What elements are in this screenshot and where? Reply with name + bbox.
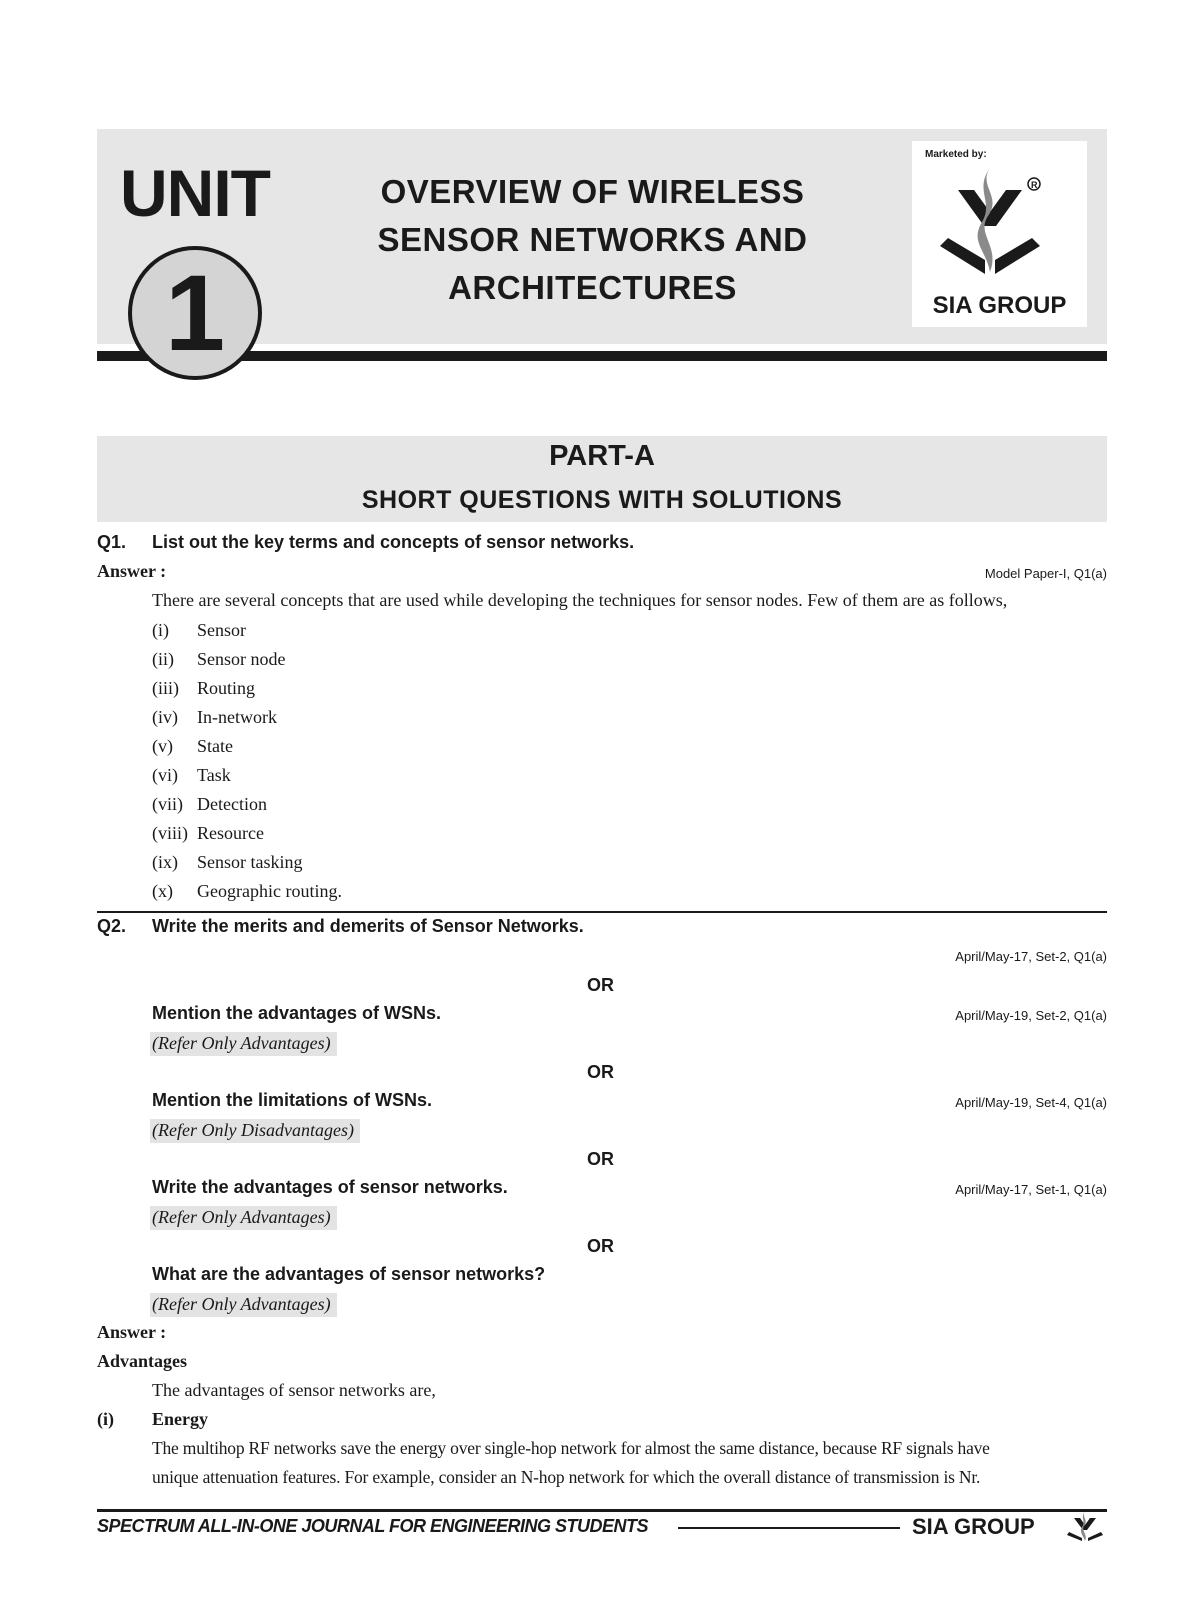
point-body-line: unique attenuation features. For example, consider an N-hop network for which the overall distance of transmission is Nr. <box>152 1467 981 1487</box>
svg-text:R: R <box>1031 180 1038 190</box>
unit-title-line: ARCHITECTURES <box>448 269 737 306</box>
part-subtitle: SHORT QUESTIONS WITH SOLUTIONS <box>361 486 843 514</box>
alt-source-ref: April/May-17, Set-1, Q1(a) <box>955 1182 1107 1197</box>
footer-divider-line <box>678 1527 900 1529</box>
list-item: Sensor tasking <box>197 852 303 872</box>
list-item: Resource <box>197 823 264 843</box>
unit-title-line: OVERVIEW OF WIRELESS <box>380 173 805 210</box>
alt-source-ref: April/May-19, Set-4, Q1(a) <box>955 1095 1107 1110</box>
q1-answer-label: Answer : <box>97 561 167 581</box>
list-item-number: (ii) <box>152 649 174 669</box>
unit-title-line: SENSOR NETWORKS AND <box>377 221 808 258</box>
alt-question: Mention the limitations of WSNs. <box>152 1090 432 1110</box>
q2-source-ref: April/May-17, Set-2, Q1(a) <box>955 949 1107 964</box>
or-separator: OR <box>587 1236 614 1256</box>
section-heading: Advantages <box>97 1351 188 1371</box>
list-item-number: (vii) <box>152 794 183 814</box>
unit-number: 1 <box>164 252 226 373</box>
sia-logo-icon <box>930 160 1050 292</box>
list-item-number: (x) <box>152 881 173 901</box>
q1-question: List out the key terms and concepts of sensor networks. <box>152 532 635 552</box>
list-item: Geographic routing. <box>197 881 342 901</box>
q2-number: Q2. <box>97 916 127 936</box>
or-separator: OR <box>587 1062 614 1082</box>
footer-rule <box>97 1509 1107 1512</box>
list-item: In-network <box>197 707 277 727</box>
list-item-number: (viii) <box>152 823 188 843</box>
refer-note: (Refer Only Advantages) <box>150 1032 337 1056</box>
refer-note: (Refer Only Disadvantages) <box>150 1119 360 1143</box>
point-body-line: The multihop RF networks save the energy over single-hop network for almost the same distance, because RF signals have <box>152 1438 990 1458</box>
footer-brand: SIA GROUP <box>912 1514 1035 1539</box>
list-item: Sensor node <box>197 649 286 669</box>
alt-question: Mention the advantages of WSNs. <box>152 1003 442 1023</box>
footer-journal-title: SPECTRUM ALL-IN-ONE JOURNAL FOR ENGINEERING STUDENTS <box>97 1516 649 1536</box>
list-item: Sensor <box>197 620 246 640</box>
list-item: Routing <box>197 678 256 698</box>
part-title: PART-A <box>549 440 655 472</box>
list-item-number: (ix) <box>152 852 178 872</box>
list-item: Task <box>197 765 231 785</box>
list-item-number: (iii) <box>152 678 179 698</box>
or-separator: OR <box>587 1149 614 1169</box>
unit-title <box>330 168 855 312</box>
refer-note: (Refer Only Advantages) <box>150 1293 337 1317</box>
list-item-number: (iv) <box>152 707 178 727</box>
alt-question: What are the advantages of sensor networks? <box>152 1264 546 1284</box>
footer-logo-icon <box>1066 1510 1104 1542</box>
question-divider <box>97 911 1107 913</box>
list-item-number: (i) <box>152 620 169 640</box>
q1-number: Q1. <box>97 532 127 552</box>
point-title: Energy <box>152 1409 208 1429</box>
q2-question: Write the merits and demerits of Sensor Networks. <box>152 916 584 936</box>
logo-marketed-by: Marketed by: <box>925 149 987 160</box>
q1-source-ref: Model Paper-I, Q1(a) <box>984 566 1107 581</box>
unit-label: UNIT <box>120 156 270 230</box>
list-item: State <box>197 736 233 756</box>
list-item-number: (vi) <box>152 765 178 785</box>
q2-answer-label: Answer : <box>97 1322 167 1342</box>
section-intro: The advantages of sensor networks are, <box>152 1380 436 1400</box>
list-item-number: (v) <box>152 736 173 756</box>
refer-note: (Refer Only Advantages) <box>150 1206 337 1230</box>
alt-source-ref: April/May-19, Set-2, Q1(a) <box>955 1008 1107 1023</box>
point-number: (i) <box>97 1409 114 1429</box>
alt-question: Write the advantages of sensor networks. <box>152 1177 508 1197</box>
or-separator: OR <box>587 975 614 995</box>
q1-intro: There are several concepts that are used while developing the techniques for sensor nodes. Few of them are as follows, <box>152 590 1008 610</box>
list-item: Detection <box>197 794 267 814</box>
logo-brand-text: SIA GROUP <box>932 292 1067 319</box>
